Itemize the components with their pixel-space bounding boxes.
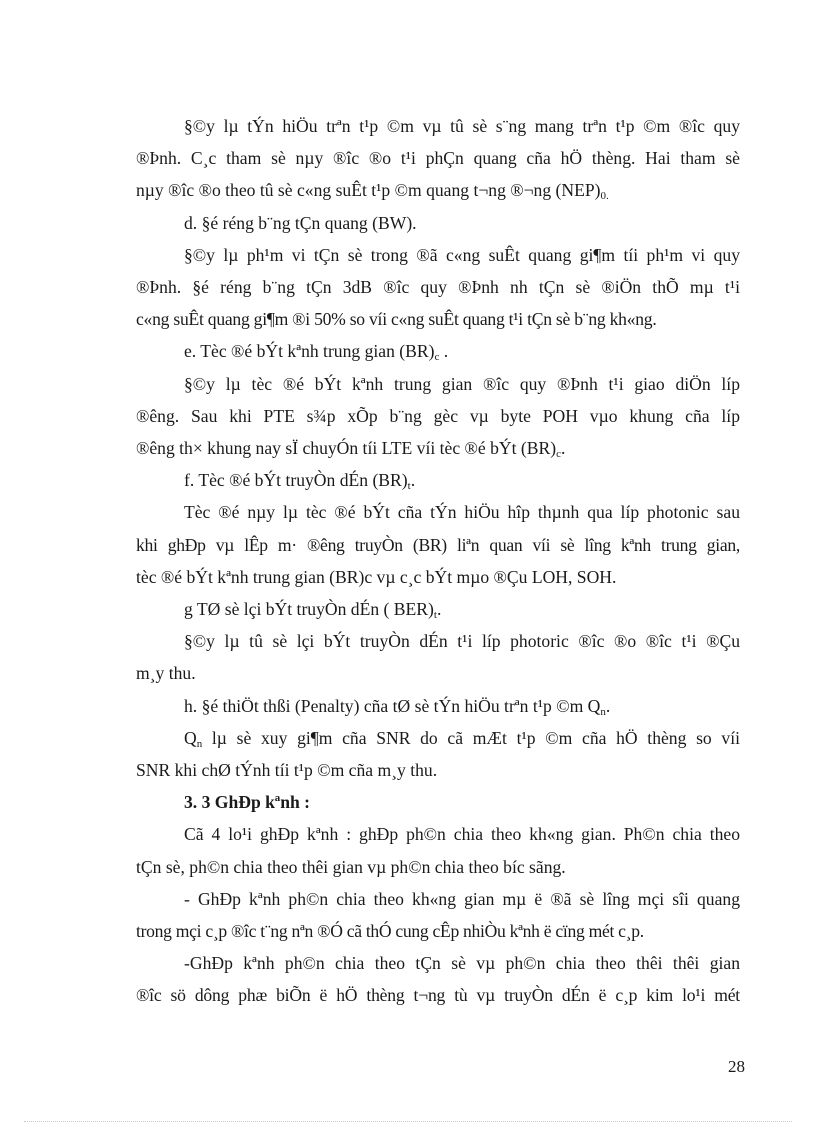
footer-divider <box>24 1121 792 1122</box>
text-line-tail: . <box>439 341 449 362</box>
heading-e <box>136 335 740 367</box>
subscript: 0. <box>600 190 609 203</box>
paragraph-space-division <box>136 883 740 947</box>
paragraph-transmission-rate <box>136 496 740 593</box>
paragraph-multiplexing <box>136 818 740 882</box>
text-line-tail: . <box>410 470 416 491</box>
heading-d <box>136 207 740 239</box>
text-line: ®Þnh. C¸c tham sè nµy ®îc ®o t¹i phÇn quang cña hÖ thèng. Hai tham sè <box>136 148 740 169</box>
text-line-body: f. Tèc ®é bÝt truyÒn dÉn (BR) <box>184 470 408 491</box>
text-line <box>136 593 740 625</box>
subscript: n <box>196 737 203 750</box>
text-line: trong mçi c¸p ®îc t¨ng nªn ®Ó cã thÓ cung cÊp nhiÒu kªnh ë cïng mét c¸p. <box>136 921 644 942</box>
text-line <box>136 432 740 464</box>
paragraph-intermediate-rate <box>136 368 740 465</box>
paragraph-qn <box>136 722 740 786</box>
section-heading <box>136 786 740 818</box>
text-line <box>136 174 740 206</box>
text-line: ®îc sö dông phæ biÕn ë hÖ thèng t¬ng tù vµ truyÒn dÉn ë c¸p kim lo¹i mét <box>136 985 740 1006</box>
text-line: -GhÐp kªnh ph©n chia theo tÇn sè vµ ph©n chia theo thêi thêi gian <box>184 953 740 974</box>
text-line-body: g TØ sè lçi bÝt truyÒn dÉn ( BER) <box>184 599 434 620</box>
subscript: t <box>433 609 437 622</box>
text-line <box>136 464 740 496</box>
text-line-body: nµy ®îc ®o theo tû sè c«ng suÊt t¹p ©m quang t¬ng ®¬ng (NEP) <box>136 180 601 201</box>
subscript: t <box>407 480 411 493</box>
text-line: d. §é réng b¨ng tÇn quang (BW). <box>184 212 417 233</box>
text-line: Tèc ®é nµy lµ tèc ®é bÝt cña tÝn hiÖu hîp thµnh qua líp photonic sau <box>184 502 740 523</box>
paragraph-ber <box>136 625 740 689</box>
text-line: tÇn sè, ph©n chia theo thêi gian vµ ph©n chia theo bíc sãng. <box>136 856 566 877</box>
heading-g <box>136 593 740 625</box>
text-line-body: ®êng th× khung nay sÏ chuyÓn tíi LTE víi tèc ®é bÝt (BR) <box>136 438 557 459</box>
text-line: m¸y thu. <box>136 663 196 684</box>
text-line: tèc ®é bÝt kªnh trung gian (BR)c vµ c¸c bÝt mµo ®Çu LOH, SOH. <box>136 566 617 587</box>
text-line-tail: . <box>560 438 566 459</box>
subscript: c <box>556 448 561 461</box>
text-line-rest: lµ sè xuy gi¶m cña SNR do cã mÆt t¹p ©m cña hÖ thèng so víi <box>211 727 740 748</box>
text-line-tail: . <box>436 599 442 620</box>
paragraph-frequency-time-division <box>136 947 740 1011</box>
text-line: c«ng suÊt quang gi¶m ®i 50% so víi c«ng suÊt quang t¹i tÇn sè b¨ng kh«ng. <box>136 309 657 330</box>
text-line: §©y lµ tèc ®é bÝt kªnh trung gian ®îc quy ®Þnh t¹i giao diÖn líp <box>184 373 740 394</box>
heading-f <box>136 464 740 496</box>
text-line <box>136 722 740 754</box>
text-line-tail: . <box>605 695 611 716</box>
paragraph-bandwidth <box>136 239 740 336</box>
text-line: SNR khi chØ tÝnh tíi t¹p ©m cña m¸y thu. <box>136 760 438 781</box>
text-line-body: e. Tèc ®é bÝt kªnh trung gian (BR) <box>184 341 435 362</box>
page-number: 28 <box>728 1057 745 1076</box>
text-line-body: h. §é thiÖt thßi (Penalty) cña tØ sè tÝn hiÖu trªn t¹p ©m Q <box>184 695 601 716</box>
heading-h <box>136 690 740 722</box>
text-line: ®Þnh. §é réng b¨ng tÇn 3dB ®îc quy ®Þnh nh tÇn sè ®iÖn thÕ mµ t¹i <box>136 277 740 298</box>
text-line: §©y lµ tû sè lçi bÝt truyÒn dÉn t¹i líp photoric ®îc ®o ®îc t¹i ®Çu <box>184 631 740 652</box>
document-body <box>136 110 740 1012</box>
text-line-body: Q <box>184 727 197 748</box>
subscript: n <box>600 705 606 718</box>
subscript: c <box>434 351 440 364</box>
text-line: §©y lµ tÝn hiÖu trªn t¹p ©m vµ tû sè s¨ng mang trªn t¹p ©m ®îc quy <box>184 116 740 136</box>
text-line: §©y lµ ph¹m vi tÇn sè trong ®ã c«ng suÊt quang gi¶m tíi ph¹m vi quy <box>184 244 740 265</box>
text-line: khi ghÐp vµ lÊp m· ®êng truyÒn (BR) liªn quan víi sè lîng kªnh trung gian, <box>136 534 740 555</box>
text-line <box>136 335 740 367</box>
text-line: ®êng. Sau khi PTE s¾p xÕp b¨ng gèc vµ byte POH vµo khung cña líp <box>136 405 740 426</box>
text-line <box>136 690 740 722</box>
text-line: Cã 4 lo¹i ghÐp kªnh : ghÐp ph©n chia theo kh«ng gian. Ph©n chia theo <box>184 824 740 845</box>
text-line: - GhÐp kªnh ph©n chia theo kh«ng gian mµ ë ®ã sè lîng mçi sîi quang <box>184 888 740 909</box>
text-line: 3. 3 GhÐp kªnh : <box>184 792 311 813</box>
paragraph-snr <box>136 110 740 207</box>
